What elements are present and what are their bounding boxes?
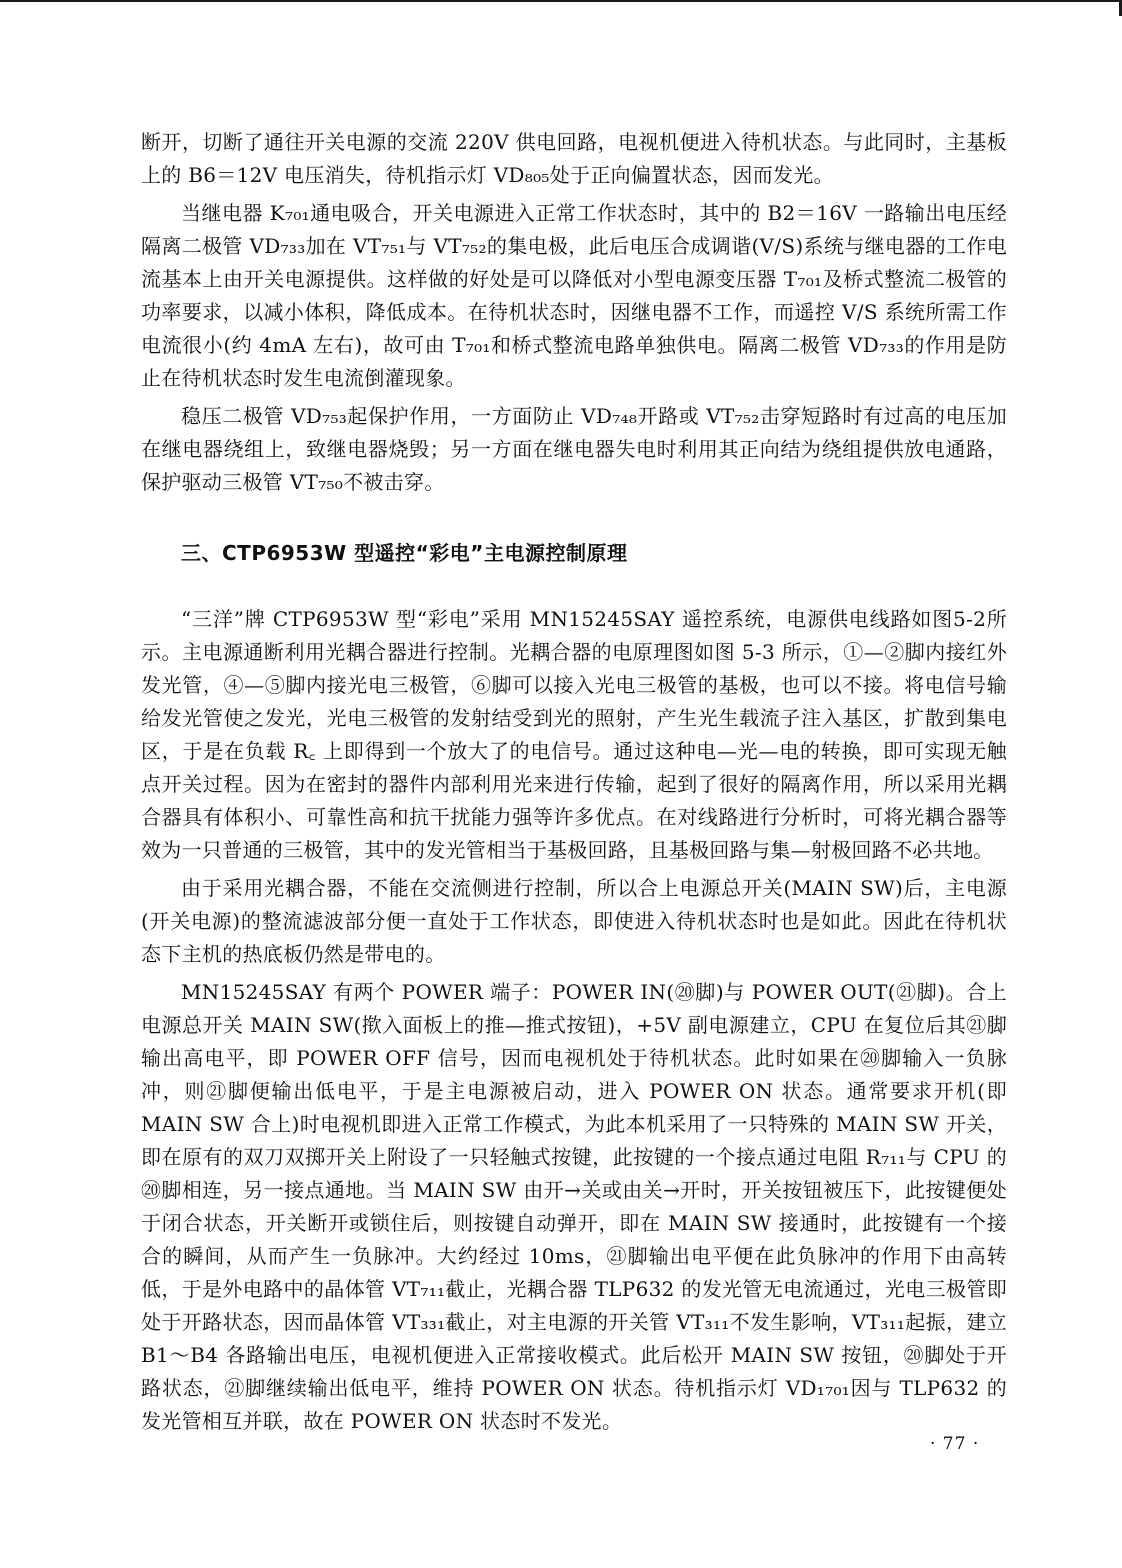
paragraph-optocoupler: “三洋”牌 CTP6953W 型“彩电”采用 MN15245SAY 遥控系统，电源供电线路如图5-2所示。主电源通断利用光耦合器进行控制。光耦合器的电原理图如图 5-3 所示，①—②脚内接红外发光管，④—⑤脚内接光电三极管，⑥脚可以接入光电三极管的基极，也可以不接。将电信号输给发光管使之发光，光电三极管的发射结受到光的照射，产生光生载流子注入基区，扩散到集电区，于是在负载 R꜀ 上即得到一个放大了的电信号。通过这种电—光—电的转换，即可实现无触点开关过程。因为在密封的器件内部利用光来进行传输，起到了很好的隔离作用，所以采用光耦合器具有体积小、可靠性高和抗干扰能力强等许多优点。在对线路进行分析时，可将光耦合器等效为一只普通的三极管，其中的发光管相当于基极回路，且基极回路与集—射极回路不必共地。 xyxy=(141,607,1007,862)
paragraph-zener-protection: 稳压二极管 VD₇₅₃起保护作用，一方面防止 VD₇₄₈开路或 VT₇₅₂击穿短路时有过高的电压加在继电器绕组上，致继电器烧毁；另一方面在继电器失电时利用其正向结为绕组提供放电通路，保护驱动三极管 VT₇₅₀不被击穿。 xyxy=(141,404,1007,494)
scan-edge-top xyxy=(0,0,1122,2)
paragraph-power-terminals: MN15245SAY 有两个 POWER 端子：POWER IN(⑳脚)与 POWER OUT(㉑脚)。合上电源总开关 MAIN SW(揿入面板上的推—推式按钮)，+5V 副电源建立，CPU 在复位后其㉑脚输出高电平，即 POWER OFF 信号，因而电视机处于待机状态。此时如果在⑳脚输入一负脉冲，则㉑脚便输出低电平，于是主电源被启动，进入 POWER ON 状态。通常要求开机(即 MAIN SW 合上)时电视机即进入正常工作模式，为此本机采用了一只特殊的 MAIN SW 开关，即在原有的双刀双掷开关上附设了一只轻触式按键，此按键的一个接点通过电阻 R₇₁₁与 CPU 的⑳脚相连，另一接点通地。当 MAIN SW 由开→关或由关→开时，开关按钮被压下，此按键便处于闭合状态，开关断开或锁住后，则按键自动弹开，即在 MAIN SW 接通时，此按键有一个接合的瞬间，从而产生一负脉冲。大约经过 10ms，㉑脚输出电平便在此负脉冲的作用下由高转低，于是外电路中的晶体管 VT₇₁₁截止，光耦合器 TLP632 的发光管无电流通过，光电三极管即处于开路状态，因而晶体管 VT₃₃₁截止，对主电源的开关管 VT₃₁₁不发生影响，VT₃₁₁起振，建立 B1～B4 各路输出电压，电视机便进入正常接收模式。此后松开 MAIN SW 按钮，⑳脚处于开路状态，㉑脚继续输出低电平，维持 POWER ON 状态。待机指示灯 VD₁₇₀₁因与 TLP632 的发光管相互并联，故在 POWER ON 状态时不发光。 xyxy=(141,980,1007,1433)
section-heading: 三、CTP6953W 型遥控“彩电”主电源控制原理 xyxy=(181,541,628,565)
paragraph-relay: 当继电器 K₇₀₁通电吸合，开关电源进入正常工作状态时，其中的 B2＝16V 一路输出电压经隔离二极管 VD₇₃₃加在 VT₇₅₁与 VT₇₅₂的集电极，此后电压合成调谐(V/S)系统与继电器的工作电流基本上由开关电源提供。这样做的好处是可以降低对小型电源变压器 T₇₀₁及桥式整流二极管的功率要求，以减小体积，降低成本。在待机状态时，因继电器不工作，而遥控 V/S 系统所需工作电流很小(约 4mA 左右)，故可由 T₇₀₁和桥式整流电路单独供电。隔离二极管 VD₇₃₃的作用是防止在待机状态时发生电流倒灌现象。 xyxy=(141,201,1007,390)
page-number: · 77 · xyxy=(930,1434,980,1454)
paragraph-ac-control: 由于采用光耦合器，不能在交流侧进行控制，所以合上电源总开关(MAIN SW)后，主电源(开关电源)的整流滤波部分便一直处于工作状态，即使进入待机状态时也是如此。因此在待机状态下主机的热底板仍然是带电的。 xyxy=(141,876,1007,966)
body-text xyxy=(141,126,1007,1438)
paragraph-continuation: 断开，切断了通往开关电源的交流 220V 供电回路，电视机便进入待机状态。与此同时，主基板上的 B6＝12V 电压消失，待机指示灯 VD₈₀₅处于正向偏置状态，因而发光。 xyxy=(141,130,1007,187)
